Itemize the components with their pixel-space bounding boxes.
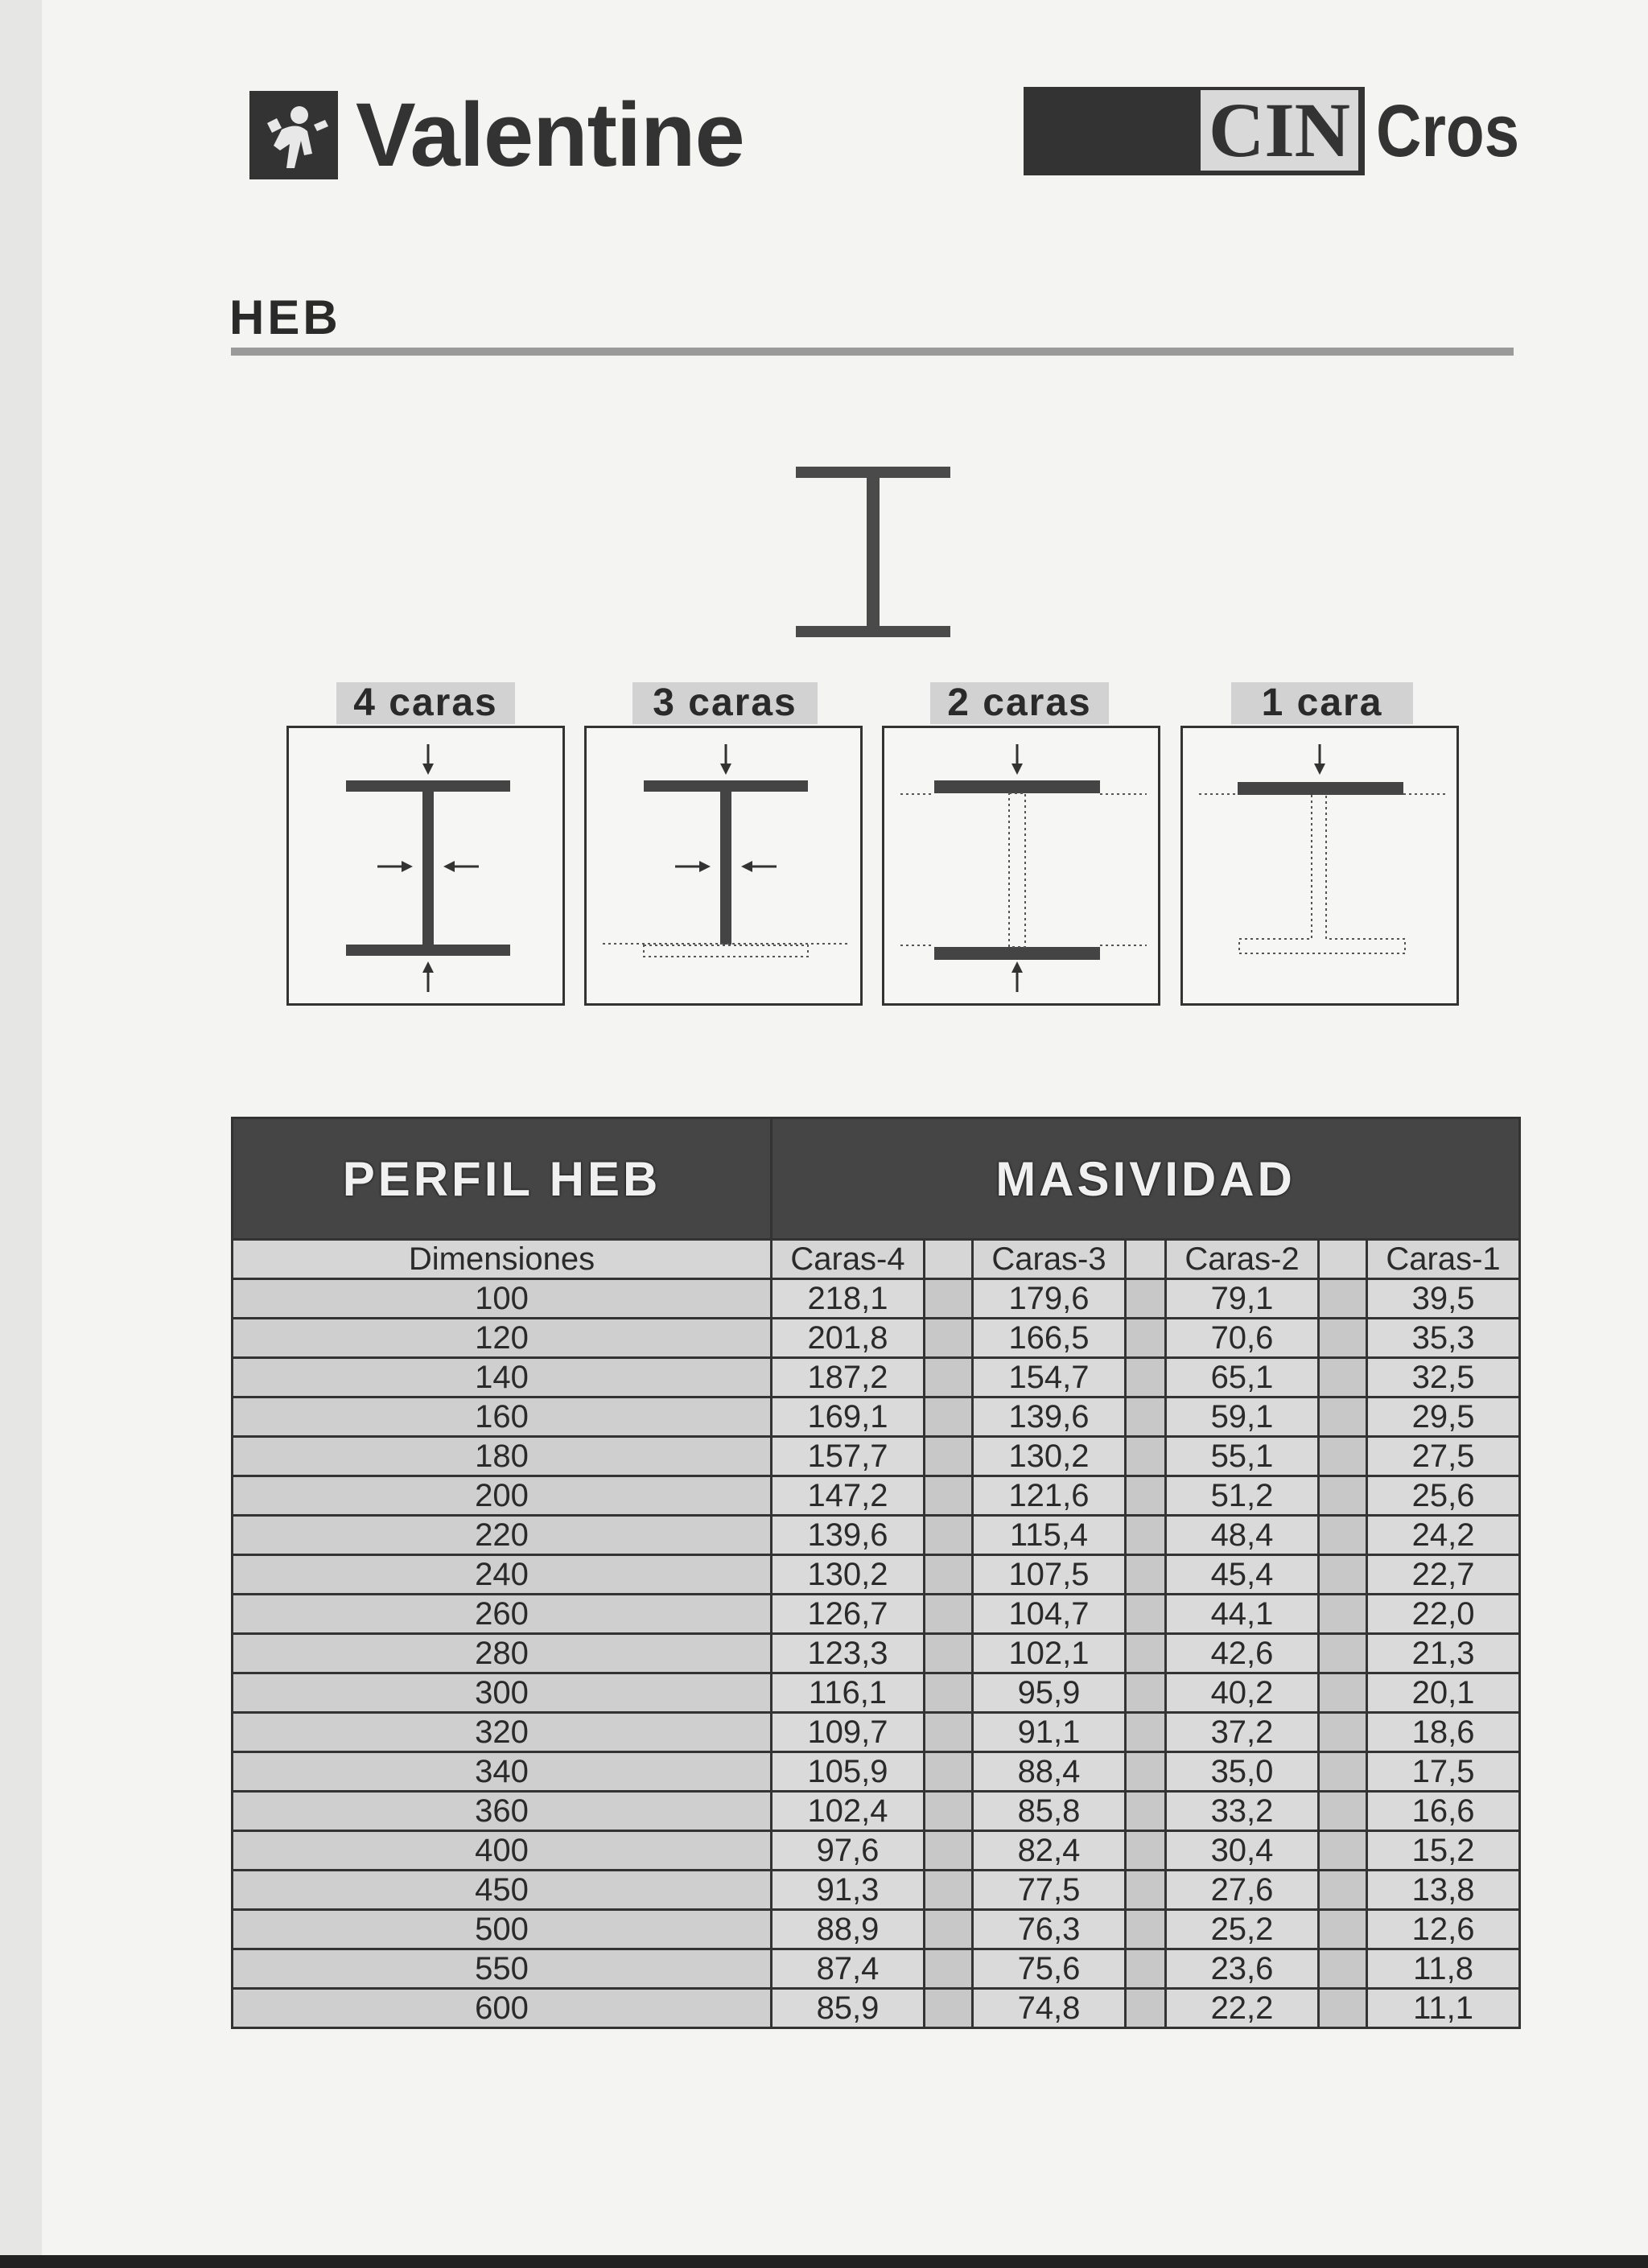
dimension-cell: 360 [233,1792,772,1831]
value-cell: 35,0 [1166,1752,1319,1792]
web [867,478,880,629]
value-cell: 139,6 [772,1516,925,1555]
column-gap [925,1437,973,1476]
masividad-table [231,1117,1521,2029]
value-cell: 76,3 [973,1910,1126,1949]
cros-wordmark: Cros [1376,89,1520,172]
cin-logo-box [1024,87,1365,175]
table-row [233,1516,1520,1555]
table-row [233,1831,1520,1871]
column-gap [925,1279,973,1319]
diagram-2-faces [882,726,1160,1006]
table-row [233,1871,1520,1910]
value-cell: 91,3 [772,1871,925,1910]
value-cell: 121,6 [973,1476,1126,1516]
dimension-cell: 280 [233,1634,772,1673]
value-cell: 65,1 [1166,1358,1319,1397]
arrow-down-icon [720,744,731,775]
value-cell: 157,7 [772,1437,925,1476]
dimension-cell: 600 [233,1989,772,2028]
column-gap [1126,1476,1166,1516]
dimension-cell: 100 [233,1279,772,1319]
column-gap [1319,1989,1367,2028]
value-cell: 27,6 [1166,1871,1319,1910]
table-row [233,1713,1520,1752]
arrow-left-icon [443,861,479,872]
table-row [233,1437,1520,1476]
value-cell: 11,1 [1367,1989,1520,2028]
value-cell: 107,5 [973,1555,1126,1595]
dimension-cell: 200 [233,1476,772,1516]
column-gap [925,1673,973,1713]
heb-profile-diagram [793,465,954,646]
cin-logo-mark: CIN [1201,90,1358,171]
value-cell: 51,2 [1166,1476,1319,1516]
value-cell: 115,4 [973,1516,1126,1555]
value-cell: 95,9 [973,1673,1126,1713]
dimension-cell: 180 [233,1437,772,1476]
value-cell: 104,7 [973,1595,1126,1634]
dimension-cell: 340 [233,1752,772,1792]
column-gap [925,1713,973,1752]
table-row [233,1792,1520,1831]
dimension-cell: 450 [233,1871,772,1910]
column-gap [1126,1437,1166,1476]
profile-header: PERFIL HEB [233,1118,772,1240]
title-divider [231,348,1514,356]
value-cell: 88,4 [973,1752,1126,1792]
column-gap [925,1319,973,1358]
value-cell: 75,6 [973,1949,1126,1989]
table-row [233,1989,1520,2028]
arrow-up-icon [1011,961,1023,992]
dimension-cell: 220 [233,1516,772,1555]
column-gap [925,1397,973,1437]
column-gap [1319,1397,1367,1437]
column-gap [1319,1713,1367,1752]
column-header: Caras-4 [772,1240,925,1279]
column-gap [1319,1516,1367,1555]
table-row [233,1634,1520,1673]
column-gap [1126,1673,1166,1713]
column-gap [1126,1831,1166,1871]
arrow-left-icon [741,861,777,872]
value-cell: 15,2 [1367,1831,1520,1871]
value-cell: 70,6 [1166,1319,1319,1358]
column-gap [1126,1595,1166,1634]
value-cell: 33,2 [1166,1792,1319,1831]
value-cell: 30,4 [1166,1831,1319,1871]
value-cell: 27,5 [1367,1437,1520,1476]
column-gap [925,1358,973,1397]
column-gap [1319,1476,1367,1516]
table-row [233,1910,1520,1949]
value-cell: 40,2 [1166,1673,1319,1713]
value-cell: 59,1 [1166,1397,1319,1437]
arrow-down-icon [422,744,434,775]
value-cell: 44,1 [1166,1595,1319,1634]
diagram-3-faces [584,726,863,1006]
top-flange [796,467,950,478]
column-gap [925,1634,973,1673]
column-gap [1126,1516,1166,1555]
column-gap [1319,1871,1367,1910]
table-row [233,1673,1520,1713]
value-cell: 97,6 [772,1831,925,1871]
value-cell: 55,1 [1166,1437,1319,1476]
column-gap [925,1240,973,1279]
value-cell: 45,4 [1166,1555,1319,1595]
value-cell: 39,5 [1367,1279,1520,1319]
column-gap [1319,1437,1367,1476]
column-header: Caras-3 [973,1240,1126,1279]
value-cell: 20,1 [1367,1673,1520,1713]
column-gap [1319,1634,1367,1673]
column-gap [925,1989,973,2028]
value-cell: 85,8 [973,1792,1126,1831]
table-row [233,1949,1520,1989]
value-cell: 105,9 [772,1752,925,1792]
value-cell: 109,7 [772,1713,925,1752]
column-gap [1126,1397,1166,1437]
table-body [233,1240,1520,2028]
value-cell: 48,4 [1166,1516,1319,1555]
column-gap [1319,1752,1367,1792]
column-gap [1319,1240,1367,1279]
arrow-down-icon [1011,744,1023,775]
value-cell: 79,1 [1166,1279,1319,1319]
value-cell: 154,7 [973,1358,1126,1397]
valentine-logo [249,84,744,185]
column-gap [925,1949,973,1989]
value-cell: 87,4 [772,1949,925,1989]
arrow-up-icon [422,961,434,992]
table-row [233,1397,1520,1437]
column-gap [1126,1713,1166,1752]
column-gap [1319,1555,1367,1595]
section-title: HEB [229,290,341,344]
value-cell: 12,6 [1367,1910,1520,1949]
column-gap [1319,1358,1367,1397]
column-gap [1319,1595,1367,1634]
value-cell: 179,6 [973,1279,1126,1319]
page-bottom-edge [0,2255,1648,2268]
value-cell: 102,1 [973,1634,1126,1673]
masividad-header: MASIVIDAD [772,1118,1520,1240]
value-cell: 147,2 [772,1476,925,1516]
value-cell: 187,2 [772,1358,925,1397]
column-gap [1126,1634,1166,1673]
dimension-cell: 120 [233,1319,772,1358]
value-cell: 88,9 [772,1910,925,1949]
column-gap [1126,1319,1166,1358]
column-gap [1319,1910,1367,1949]
value-cell: 13,8 [1367,1871,1520,1910]
valentine-wordmark: Valentine [356,84,744,185]
dimension-cell: 550 [233,1949,772,1989]
value-cell: 22,2 [1166,1989,1319,2028]
table-row [233,1752,1520,1792]
value-cell: 130,2 [772,1555,925,1595]
value-cell: 42,6 [1166,1634,1319,1673]
column-gap [1319,1949,1367,1989]
arrow-right-icon [377,861,413,872]
face-label-1: 1 cara [1231,682,1413,724]
column-header-row [233,1240,1520,1279]
value-cell: 23,6 [1166,1949,1319,1989]
column-gap [925,1516,973,1555]
value-cell: 11,8 [1367,1949,1520,1989]
column-gap [1126,1555,1166,1595]
value-cell: 85,9 [772,1989,925,2028]
value-cell: 77,5 [973,1871,1126,1910]
column-gap [1319,1279,1367,1319]
table-row [233,1358,1520,1397]
dimension-cell: 300 [233,1673,772,1713]
value-cell: 201,8 [772,1319,925,1358]
value-cell: 24,2 [1367,1516,1520,1555]
column-gap [1319,1792,1367,1831]
value-cell: 22,7 [1367,1555,1520,1595]
arrow-down-icon [1314,744,1325,775]
face-label-3: 3 caras [632,682,818,724]
table-row [233,1555,1520,1595]
face-label-2: 2 caras [930,682,1109,724]
diagram-4-faces [286,726,565,1006]
value-cell: 25,2 [1166,1910,1319,1949]
column-gap [1126,1949,1166,1989]
column-gap [925,1792,973,1831]
value-cell: 82,4 [973,1831,1126,1871]
value-cell: 21,3 [1367,1634,1520,1673]
table-row [233,1595,1520,1634]
column-gap [1319,1319,1367,1358]
value-cell: 18,6 [1367,1713,1520,1752]
dimension-cell: 400 [233,1831,772,1871]
arrow-right-icon [675,861,711,872]
table-row [233,1279,1520,1319]
value-cell: 16,6 [1367,1792,1520,1831]
column-header: Caras-2 [1166,1240,1319,1279]
value-cell: 130,2 [973,1437,1126,1476]
table-row [233,1319,1520,1358]
page-left-edge [0,0,42,2268]
column-header: Dimensiones [233,1240,772,1279]
column-gap [1126,1752,1166,1792]
dimension-cell: 260 [233,1595,772,1634]
table-row [233,1476,1520,1516]
dimension-cell: 160 [233,1397,772,1437]
bottom-flange [796,626,950,637]
value-cell: 25,6 [1367,1476,1520,1516]
column-gap [1126,1358,1166,1397]
value-cell: 35,3 [1367,1319,1520,1358]
value-cell: 17,5 [1367,1752,1520,1792]
value-cell: 22,0 [1367,1595,1520,1634]
painter-icon [249,91,338,179]
dimension-cell: 320 [233,1713,772,1752]
diagram-1-face [1180,726,1459,1006]
column-gap [925,1476,973,1516]
value-cell: 102,4 [772,1792,925,1831]
value-cell: 218,1 [772,1279,925,1319]
dimension-cell: 500 [233,1910,772,1949]
column-gap [1126,1792,1166,1831]
column-gap [1126,1240,1166,1279]
value-cell: 116,1 [772,1673,925,1713]
column-gap [925,1910,973,1949]
column-gap [1319,1673,1367,1713]
column-gap [925,1752,973,1792]
value-cell: 29,5 [1367,1397,1520,1437]
column-gap [1319,1831,1367,1871]
face-label-4: 4 caras [336,682,515,724]
column-gap [925,1871,973,1910]
dimension-cell: 140 [233,1358,772,1397]
column-gap [1126,1279,1166,1319]
value-cell: 91,1 [973,1713,1126,1752]
value-cell: 32,5 [1367,1358,1520,1397]
column-gap [1126,1871,1166,1910]
value-cell: 123,3 [772,1634,925,1673]
column-gap [925,1595,973,1634]
value-cell: 166,5 [973,1319,1126,1358]
column-gap [1126,1989,1166,2028]
column-gap [925,1831,973,1871]
value-cell: 74,8 [973,1989,1126,2028]
value-cell: 169,1 [772,1397,925,1437]
column-gap [925,1555,973,1595]
dimension-cell: 240 [233,1555,772,1595]
value-cell: 139,6 [973,1397,1126,1437]
cin-cros-logo [1024,87,1545,175]
value-cell: 126,7 [772,1595,925,1634]
value-cell: 37,2 [1166,1713,1319,1752]
column-header: Caras-1 [1367,1240,1520,1279]
column-gap [1126,1910,1166,1949]
